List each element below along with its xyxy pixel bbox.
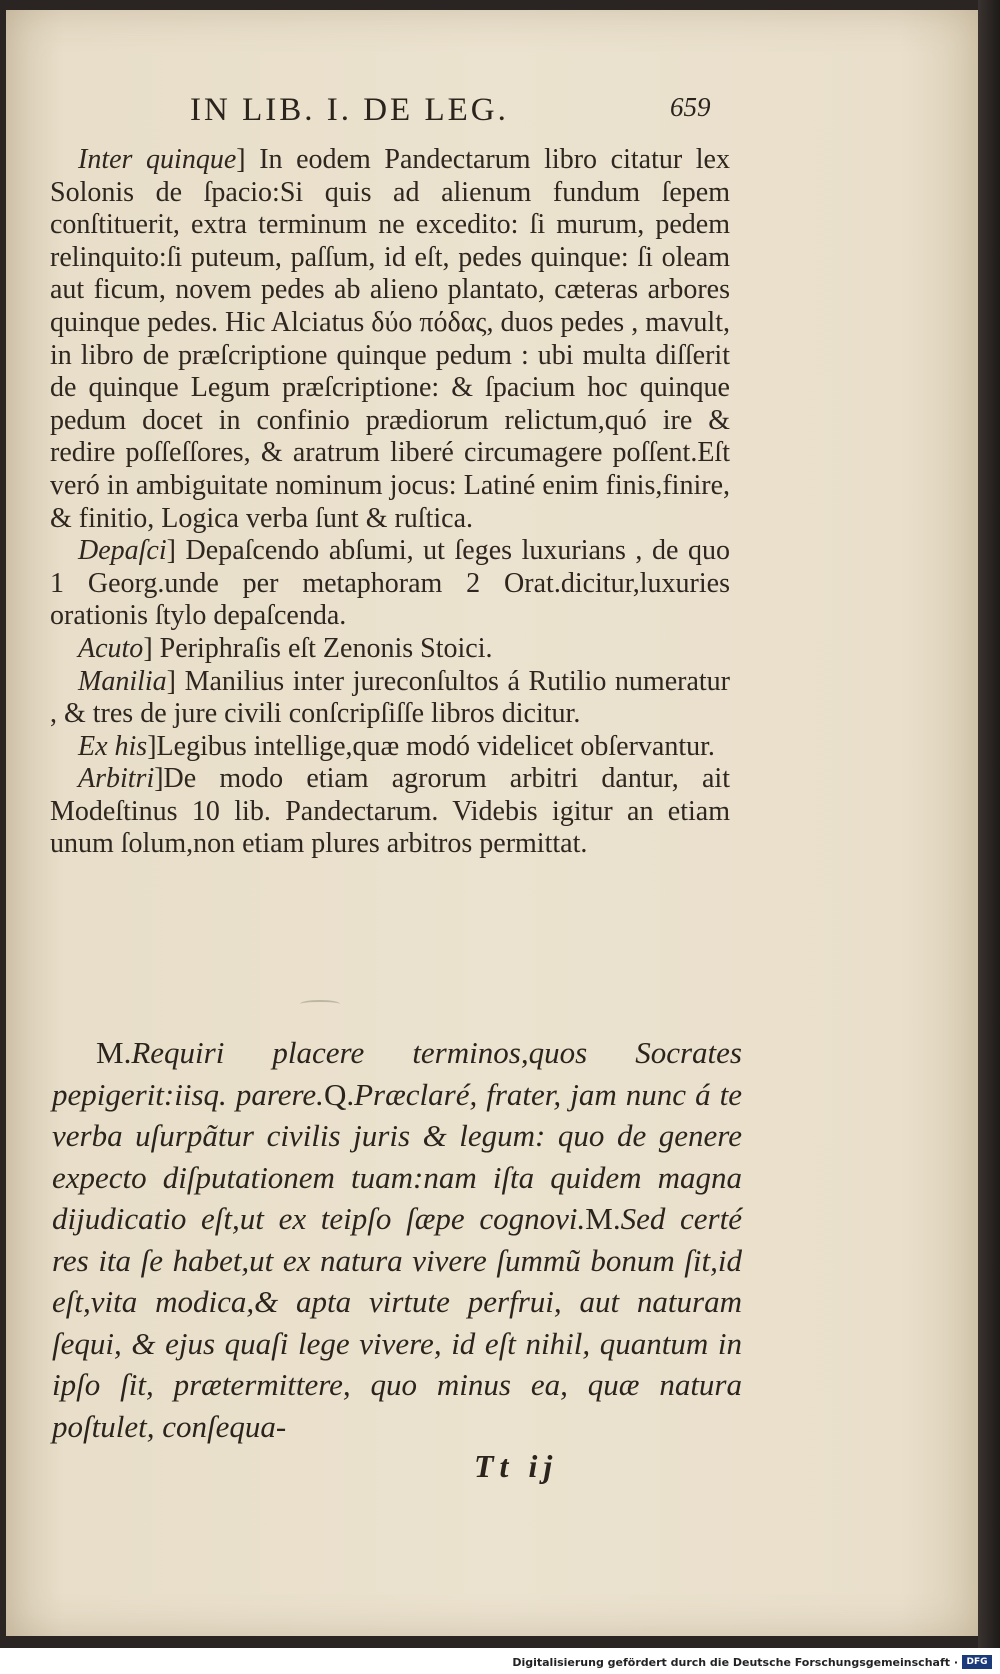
speaker-label: M. bbox=[585, 1201, 621, 1236]
gloss-text: ]Legibus intellige,quæ modó videlicet obſervantur. bbox=[147, 730, 715, 762]
dfg-logo: DFG bbox=[962, 1655, 992, 1669]
dialogue-text: Requiri placere terminos,quos Socrates pepigerit:iisq. parere. bbox=[52, 1035, 742, 1112]
dialogue-text: Præclaré, frater, jam nunc á te verba uſurpãtur civilis juris & legum: quo de genere expecto diſputationem tuam:nam iſta quidem magna dijudicatio eſt,ut ex teipſo ſæpe cognovi. bbox=[52, 1076, 742, 1236]
commentary-block bbox=[50, 144, 730, 861]
commentary-entry bbox=[50, 763, 730, 861]
gloss-text: ] Manilius inter jureconſultos á Rutilio numeratur , & tres de jure civili conſcripſiſſe libros dicitur. bbox=[50, 665, 730, 730]
speaker-label: M. bbox=[96, 1035, 132, 1070]
gloss-text: ] Depaſcendo abſumi, ut ſeges luxurians , de quo 1 Georg.unde per metaphoram 2 Orat.dicitur,luxuries orationis ſtylo depaſcenda. bbox=[50, 535, 730, 632]
dialogue-text: Sed certé res ita ſe habet,ut ex natura vivere ſummũ bonum ſit,id eſt,vita modica,& apta virtute perfrui, aut naturam ſequi, & ejus quaſi lege vivere, id eſt nihil, quantum in ipſo ſit, prætermittere, quo minus ea, quæ natura poſtulet, conſequa- bbox=[52, 1201, 742, 1444]
commentary-entry bbox=[50, 535, 730, 633]
lemma: Inter quinque bbox=[78, 144, 237, 175]
commentary-entry bbox=[50, 144, 730, 535]
commentary-entry bbox=[50, 731, 730, 764]
commentary-entry bbox=[50, 633, 730, 666]
signature-mark: Tt ij bbox=[474, 1448, 559, 1484]
commentary-entry bbox=[50, 666, 730, 731]
lemma: Ex his bbox=[78, 730, 148, 762]
gloss-text: ] Periphraſis eſt Zenonis Stoici. bbox=[143, 632, 493, 664]
running-title: IN LIB. I. DE LEG. bbox=[190, 92, 509, 128]
lemma: Depaſci bbox=[78, 535, 167, 567]
speaker-label: Q. bbox=[323, 1076, 355, 1112]
page-number: 659 bbox=[670, 92, 711, 122]
main-dialogue-text bbox=[52, 1032, 742, 1447]
gloss-text: ]De modo etiam agrorum arbitri dantur, ait Modeſtinus 10 lib. Pandectarum. Videbis igitur an etiam unum ſolum,non etiam plures arbitros permittat. bbox=[50, 763, 730, 860]
lemma: Acuto bbox=[78, 632, 144, 664]
page-edge bbox=[978, 0, 1000, 1648]
gloss-text: ] In eodem Pandectarum libro citatur lex Solonis de ſpacio:Si quis ad alienum fundum ſepem conſtituerit, extra terminum ne excedito: ſi murum, pedem relinquito:ſi puteum, paſſum, id eſt, pedes quinque: ſi oleam aut ficum, novem pedes ab alieno plantato, cæteras arbores quinque pedes. Hic Alciatus δύο πόδας, duos pedes , mavult, in libro de præſcriptione quinque pedum : ubi multa diſſerit de quinque Legum præſcriptione: & ſpacium hoc quinque pedum docet in confinio prædiorum relictum,quó ire & redire poſſeſſores, & aratrum liberé circumagere poſſent.Eſt veró in ambiguitate nominum jocus: Latiné enim finis,finire, & finitio, Logica verba ſunt & ruſtica. bbox=[50, 144, 730, 534]
ornament-divider bbox=[300, 1000, 340, 1008]
footer-credit: Digitalisierung gefördert durch die Deutsche Forschungsgemeinschaft · bbox=[512, 1656, 958, 1669]
lemma: Arbitri bbox=[78, 763, 155, 795]
lemma: Manilia bbox=[78, 665, 167, 697]
